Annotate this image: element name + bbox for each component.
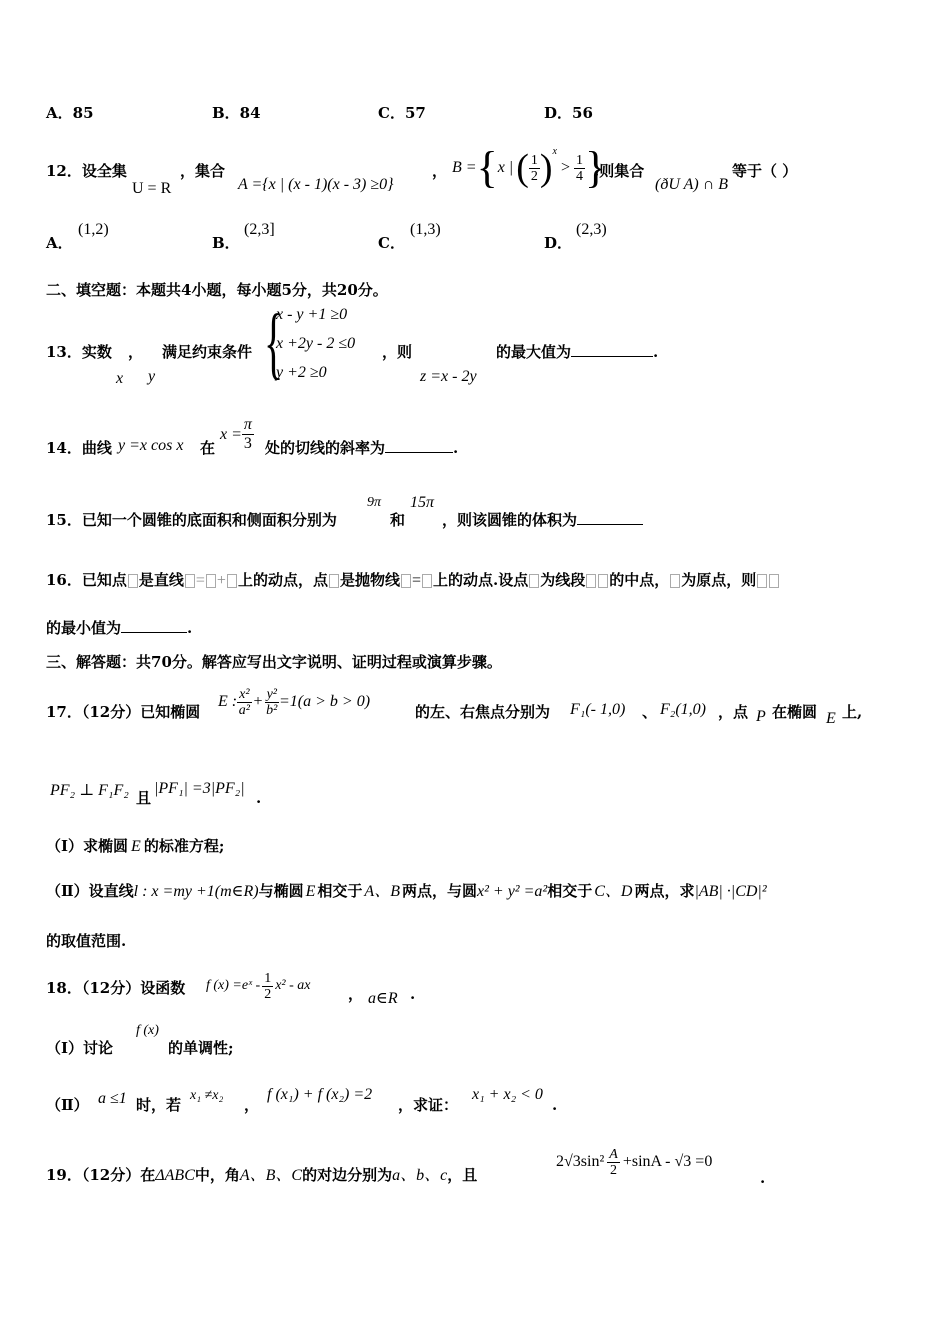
q15-lateral-area: 15π [410,494,435,511]
missing-glyph-icon [670,574,680,588]
q12-option-c-value: (1,3) [410,221,441,238]
q12-equals: 等于（ ） [732,162,798,180]
angles: A、B、C [239,1167,303,1184]
q12-exp-x: x [552,146,557,157]
missing-glyph-icon [757,574,767,588]
q14-x-eq: x = [220,425,242,443]
circle-equation: x² + y² =a² [477,883,548,900]
equation-left: 2√3sin² [556,1153,605,1170]
missing-glyph-icon [185,574,195,588]
missing-glyph-icon [128,574,138,588]
q12-set-word: ，集合 [180,162,226,180]
q18-part-2-sum: f (x₁) + f (x₂) =2 [267,1086,373,1103]
sides: a、b、c [392,1167,448,1184]
fx-left: f (x) =eˣ - [206,978,261,993]
q12-set-b-x: x | [497,159,514,176]
q18-part-1-f: f (x) [136,1023,159,1038]
q12-option-a-value: (1,2) [78,221,109,238]
answer-blank[interactable] [385,438,453,453]
right-brace: } [585,143,607,192]
q13-prefix: 13．实数 [46,343,112,361]
fx-right: x² - ax [275,978,311,993]
q18-part-2-dot: . [552,1096,558,1114]
q15-base-area: 9π [367,495,382,510]
q12-option-d-label: D． [544,234,573,252]
missing-glyph-icon [598,574,608,588]
q17-focus-1: F₁(- 1,0) [570,701,626,718]
triangle: ΔABC [155,1167,195,1184]
q17-part-1: （Ⅰ）求椭圆 E 的标准方程; [46,837,225,855]
q15-text: 15．已知一个圆锥的底面积和侧面积分别为 [46,511,337,529]
q19-equation [556,1140,712,1184]
q19-dot: . [760,1169,766,1187]
q18-half: $\frac{1}{2}$ [264,970,272,1002]
q12-gt: > [560,159,570,176]
section-3-heading: 三、解答题：共70分。解答应写出文字说明、证明过程或演算步骤。 [46,653,502,671]
q17-point: ，点 [718,703,749,721]
missing-glyph-icon [529,574,539,588]
left-paren: ( [516,147,529,189]
left-brace: { [476,143,498,192]
q13-constraint-3: y +2 ≥0 [276,364,327,381]
target-expression: |AB| ·|CD|² [694,883,767,900]
missing-glyph-icon [227,574,237,588]
q12-option-c-label: C． [378,234,405,252]
q12-prefix: 12．设全集 [46,162,127,180]
missing-glyph-icon [401,574,411,588]
q13-constraint-2: x +2y - 2 ≤0 [276,335,356,352]
q16-line-1: 16．已知点 是直线 = + 上的动点，点 是抛物线 = 上的动点.设点 为线段 的中点， 为原点，则 [46,570,780,591]
q17-condition-2: |PF₁| =3|PF₂| [154,780,245,797]
q13-var-x: x [116,370,124,387]
equation-right: +sinA - √3 =0 [622,1153,713,1170]
y-term: $\frac{\text{y²}}{\text{b²}}$ [266,686,278,718]
q14-point [220,416,254,453]
q14-prefix: 14．曲线 [46,439,112,457]
q17-focus-2: F₂(1,0) [660,701,706,718]
q18-part-2-conclusion: x₁ + x₂ < 0 [472,1086,543,1103]
q17-p: P [756,708,766,725]
answer-blank[interactable] [577,510,643,525]
q18-part-2-label: （Ⅱ） [46,1096,89,1114]
q12-option-d-value: (2,3) [576,221,607,238]
q17-up: 上, [842,703,863,721]
missing-glyph-icon [206,574,216,588]
missing-glyph-icon [769,574,779,588]
q17-range: 的取值范围. [46,932,127,950]
q14-curve: y =x cos x [118,437,184,454]
q17-sep: 、 [642,703,658,721]
answer-blank[interactable] [571,342,653,357]
q17-mid: 的左、右焦点分别为 [415,703,551,721]
option-a: A．85 [46,104,94,122]
x-term: $\frac{\text{x²}}{\text{a²}}$ [238,686,250,718]
q13-condition: 满足约束条件 [162,343,253,361]
q12-set-a: A ={x | (x - 1)(x - 3) ≥0} [238,176,394,193]
q17-prefix: 17．（12分）已知椭圆 [46,703,201,721]
q13-constraint-1: x - y +1 ≥0 [276,306,348,323]
q13-max: 的最大值为 . [496,343,659,361]
half-angle: $\frac{A}{2}$ [609,1146,618,1178]
q12-universal-set: U = R [132,180,172,197]
q13-then: ，则 [382,343,413,361]
q18-part-2-comma: ， [244,1096,260,1114]
q15-suffix: ，则该圆锥的体积为 [442,510,643,530]
q12-quarter: $\frac{1}{4}$ [576,152,583,184]
q17-on: 在椭圆 [772,703,818,721]
q12-option-a-label: A． [46,234,73,252]
option-d: D．56 [544,104,593,122]
q18-comma: ， [348,985,364,1003]
q18-part-1-rest: 的单调性; [168,1039,234,1057]
q18-prefix: 18．（12分）设函数 [46,979,186,997]
q12-option-b-value: (2,3] [244,221,275,238]
q13-var-y: y [148,368,156,385]
q18-dot: . [410,985,416,1003]
system-brace: { [264,299,284,387]
q16-line-2: 的最小值为 . [46,619,193,637]
missing-glyph-icon [422,574,432,588]
missing-glyph-icon [329,574,339,588]
q17-e: E [826,710,836,727]
option-c: C．57 [378,104,426,122]
q15-and: 和 [390,511,406,529]
right-paren: ) [539,147,553,189]
q18-part-1-label: （Ⅰ）讨论 [46,1039,114,1057]
option-b: B．84 [212,104,261,122]
answer-blank[interactable] [121,618,187,633]
missing-glyph-icon [586,574,596,588]
q12-half: $\frac{1}{2}$ [530,152,538,184]
q14-pi-over-3: $\frac{\pi}{3}$ [243,416,252,452]
q17-ellipse: E : $\frac{\text{x²}}{\text{a²}}$ + $\frac{\text{y²}}{\text{b²}}$ =1(a > b > 0) [218,686,371,718]
section-2-heading: 二、填空题：本题共4小题，每小题5分，共20分。 [46,281,388,299]
q12-then: .则集合 [594,162,645,180]
q13-comma: ， [128,343,144,361]
q18-part-2-condition: a ≤1 [98,1090,127,1107]
q19-line: 19．（12分）在ΔABC中，角A、B、C的对边分别为a、b、c，且 [46,1166,478,1184]
q17-and: 且 [136,789,152,807]
q12-set-b-left: B = [452,159,477,176]
ellipse-equation-rest: =1(a > b > 0) [278,693,371,710]
q14-at: 在 [200,439,216,457]
q18-a-domain: a∈R [368,990,398,1007]
q12-complement: (ðU A) ∩ B [655,176,729,193]
q17-part-2: （Ⅱ）设直线l : x =my +1(m∈R)与椭圆 E 相交于 A、B 两点，与圆x² + y² =a²相交于 C、D 两点，求|AB| ·|CD|² [46,882,767,900]
q18-part-2-when: 时，若 [136,1096,182,1114]
ellipse-name: E : [218,693,238,710]
q17-dot: . [256,789,262,807]
q18-part-2-prove: ，求证： [398,1096,459,1114]
q12-set-b [452,140,606,196]
q14-suffix: 处的切线的斜率为 . [265,439,459,457]
q17-condition-1: PF₂ ⊥ F₁F₂ [50,782,129,799]
line-l: l : x =my +1(m∈R) [133,883,259,900]
q18-part-2-neq: x₁ ≠x₂ [190,1088,224,1103]
q13-objective: z =x - 2y [420,368,477,385]
q12-comma: ， [432,162,448,180]
q18-function [206,966,311,1006]
q12-option-b-label: B． [212,234,240,252]
